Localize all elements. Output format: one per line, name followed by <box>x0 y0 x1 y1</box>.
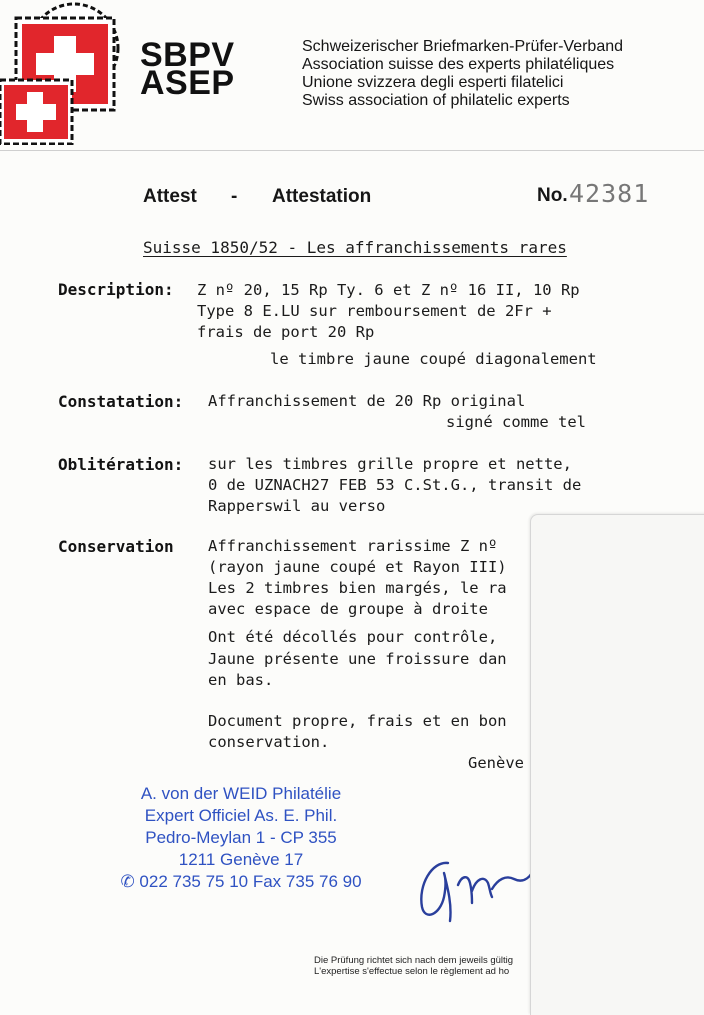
title-attestation: Attestation <box>272 186 372 207</box>
description-line-1: Z nº 20, 15 Rp Ty. 6 et Z nº 16 II, 10 Rp <box>197 281 580 299</box>
stamp-line-3: Pedro-Meylan 1 - CP 355 <box>145 828 337 847</box>
org-name-it: Unione svizzera degli esperti filatelici <box>302 74 564 91</box>
description-line-4: le timbre jaune coupé diagonalement <box>270 350 597 368</box>
constatation-line-1: Affranchissement de 20 Rp original <box>208 392 526 410</box>
stamp-line-5: ✆ 022 735 75 10 Fax 735 76 90 <box>120 872 362 891</box>
handwritten-signature <box>410 845 535 930</box>
cert-number: 42381 <box>569 179 650 208</box>
conservation-line-2: (rayon jaune coupé et Rayon III) <box>208 558 507 576</box>
constatation-line-2: signé comme tel <box>446 413 586 431</box>
title-dash: - <box>231 186 238 207</box>
org-abbr-sbpv: SBPV <box>140 36 235 74</box>
obliteration-line-3: Rapperswil au verso <box>208 497 386 515</box>
footnote-line-2: L'expertise s'effectue selon le règlement ad ho <box>314 966 510 977</box>
org-abbr-asep: ASEP <box>140 64 235 102</box>
title-attest: Attest <box>143 186 197 207</box>
conservation-line-1: Affranchissement rarissime Z nº <box>208 537 498 555</box>
subject-line: Suisse 1850/52 - Les affranchissements rares <box>143 238 567 257</box>
conservation-line-5: Ont été décollés pour contrôle, <box>208 628 498 646</box>
obliteration-label: Oblitération: <box>58 455 184 474</box>
cert-number-label: No. <box>537 185 568 206</box>
conservation-label: Conservation <box>58 537 174 556</box>
footnote-line-1: Die Prüfung richtet sich nach dem jeweils gültig <box>314 955 514 966</box>
conservation-line-7: en bas. <box>208 671 274 689</box>
stamp-line-2: Expert Officiel As. E. Phil. <box>144 806 338 825</box>
description-line-2: Type 8 E.LU sur remboursement de 2Fr + <box>197 302 552 320</box>
org-name-fr: Association suisse des experts philatéliques <box>302 56 615 73</box>
conservation-line-8: Document propre, frais et en bon <box>208 712 507 730</box>
stamp-line-1: A. von der WEID Philatélie <box>140 784 342 803</box>
constatation-label: Constatation: <box>58 392 184 411</box>
conservation-line-3: Les 2 timbres bien margés, le ra <box>208 579 507 597</box>
header-divider <box>0 150 704 151</box>
description-line-3: frais de port 20 Rp <box>197 323 375 341</box>
conservation-line-9: conservation. <box>208 733 330 751</box>
sbpv-logo <box>0 0 140 145</box>
conservation-line-6: Jaune présente une froissure dan <box>208 650 507 668</box>
place-geneve: Genève <box>468 754 524 772</box>
expert-stamp <box>116 783 366 893</box>
overlapping-card <box>530 514 704 1015</box>
org-name-en: Swiss association of philatelic experts <box>302 92 570 109</box>
description-label: Description: <box>58 280 174 299</box>
obliteration-line-2: 0 de UZNACH27 FEB 53 C.St.G., transit de <box>208 476 582 494</box>
conservation-line-4: avec espace de groupe à droite <box>208 600 488 618</box>
obliteration-line-1: sur les timbres grille propre et nette, <box>208 455 572 473</box>
footnote <box>314 955 513 977</box>
stamp-line-4: 1211 Genève 17 <box>178 850 304 869</box>
org-name-de: Schweizerischer Briefmarken-Prüfer-Verband <box>302 38 624 55</box>
